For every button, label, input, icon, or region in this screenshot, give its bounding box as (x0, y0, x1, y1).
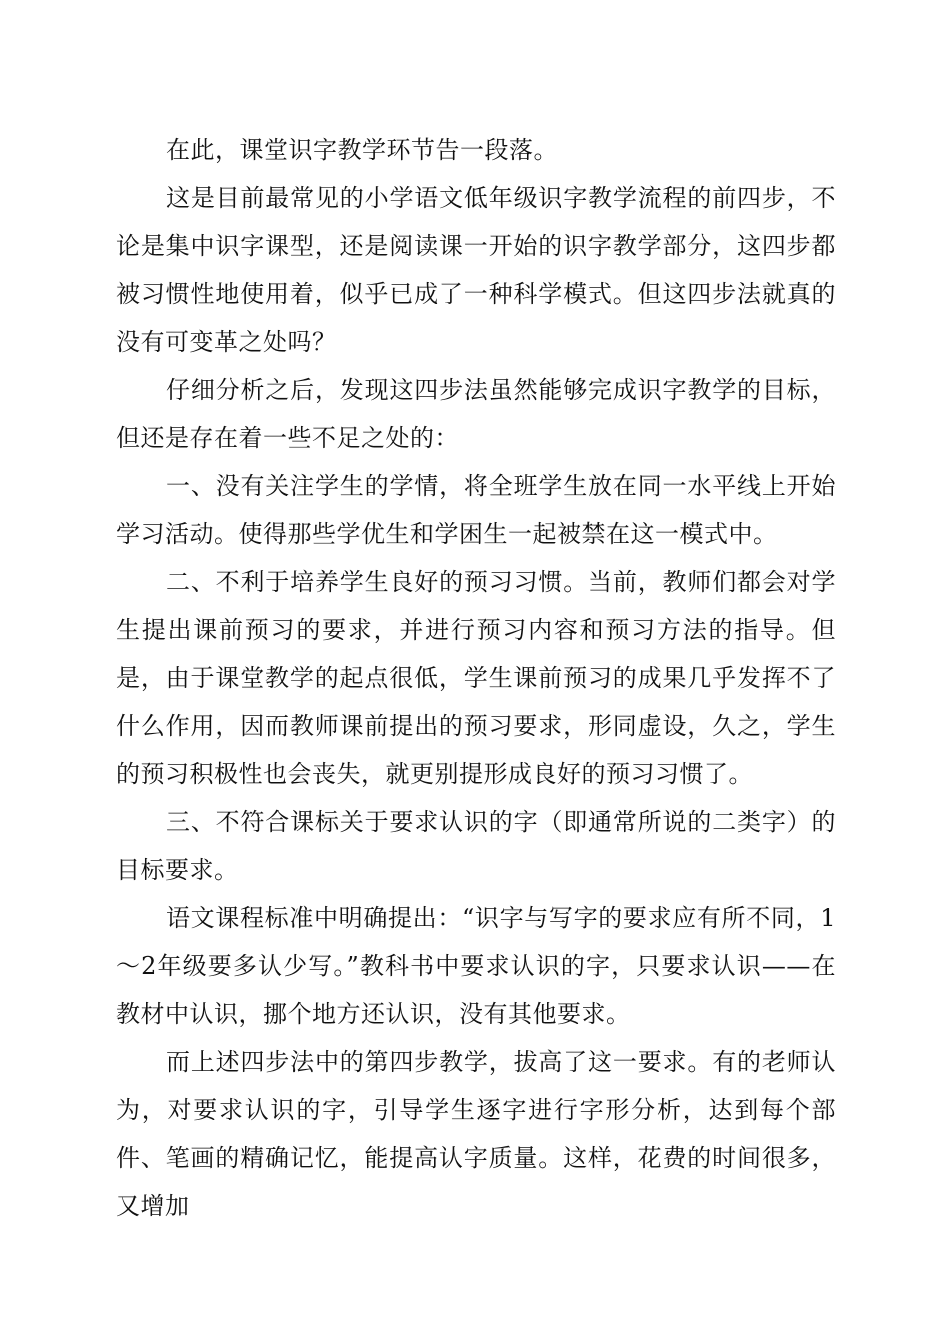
paragraph-3: 仔细分析之后，发现这四步法虽然能够完成识字教学的目标，但还是存在着一些不足之处的： (116, 376, 836, 452)
paragraph-6: 三、不符合课标关于要求认识的字（即通常所说的二类字）的目标要求。 (116, 808, 836, 884)
paragraph-8: 而上述四步法中的第四步教学，拔高了这一要求。有的老师认为，对要求认识的字，引导学生逐字进行字形分析，达到每个部件、笔画的精确记忆，能提高认字质量。这样，花费的时间很多，又增加 (116, 1048, 836, 1220)
paragraph-5: 二、不利于培养学生良好的预习习惯。当前，教师们都会对学生提出课前预习的要求，并进行预习内容和预习方法的指导。但是，由于课堂教学的起点很低，学生课前预习的成果几乎发挥不了什么作用，因而教师课前提出的预习要求，形同虚设，久之，学生的预习积极性也会丧失，就更别提形成良好的预习习惯了。 (116, 568, 836, 788)
paragraph-7: 语文课程标准中明确提出：“识字与写字的要求应有所不同，1～2年级要多认少写。”教科书中要求认识的字，只要求认识——在教材中认识，挪个地方还认识，没有其他要求。 (116, 904, 836, 1028)
paragraph-2: 这是目前最常见的小学语文低年级识字教学流程的前四步，不论是集中识字课型，还是阅读课一开始的识字教学部分，这四步都被习惯性地使用着，似乎已成了一种科学模式。但这四步法就真的没有可变革之处吗？ (116, 184, 836, 356)
document-body (116, 126, 836, 1230)
paragraph-4: 一、没有关注学生的学情，将全班学生放在同一水平线上开始学习活动。使得那些学优生和学困生一起被禁在这一模式中。 (116, 472, 836, 548)
paragraph-1: 在此，课堂识字教学环节告一段落。 (166, 136, 558, 164)
